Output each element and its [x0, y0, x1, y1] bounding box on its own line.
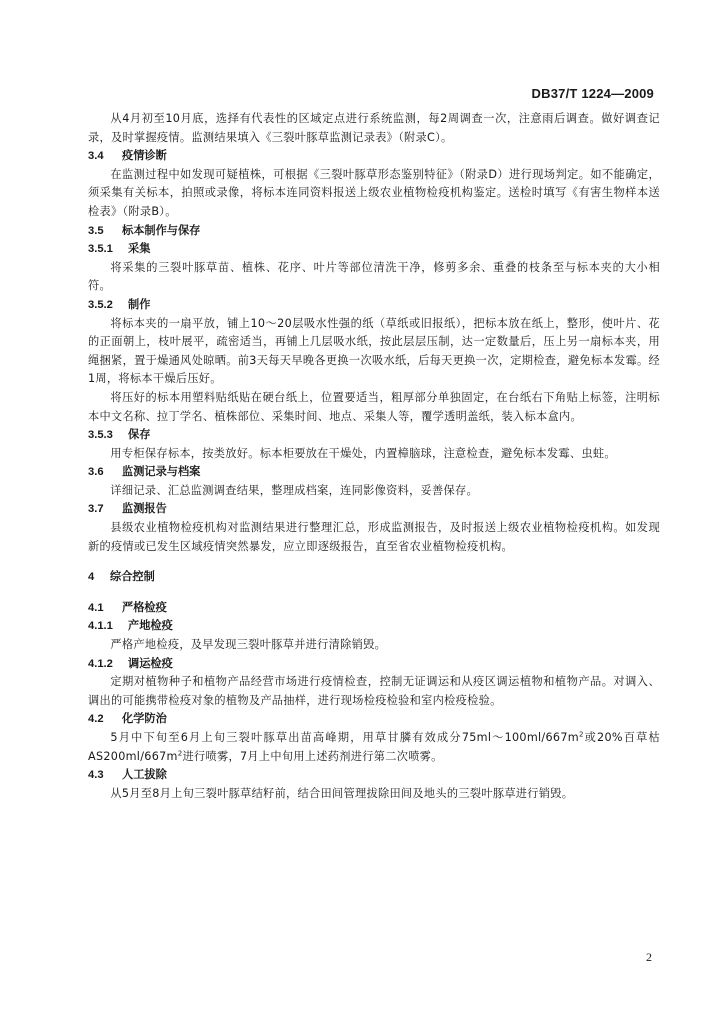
paragraph: 从4月初至10月底，选择有代表性的区域定点进行系统监测，每2周调查一次，注意雨后调查。做好调查记录，及时掌握疫情。监测结果填入《三裂叶豚草监测记录表》（附录C）。: [88, 112, 660, 144]
section-number: 3.5: [88, 224, 104, 237]
paragraph: [88, 729, 660, 766]
section-title: 人工拔除: [122, 768, 167, 782]
section-number: 3.7: [88, 503, 104, 516]
document-body: [88, 110, 660, 803]
section-title: 调运检疫: [128, 656, 173, 670]
section-title: 综合控制: [110, 570, 155, 584]
section-title: 监测记录与档案: [122, 465, 201, 479]
paragraph: 严格产地检疫，及早发现三裂叶豚草并进行清除销毁。: [110, 638, 387, 652]
section-heading: [88, 710, 660, 729]
section-heading: [88, 296, 660, 315]
paragraph: 将采集的三裂叶豚草苗、植株、花序、叶片等部位清洗干净，修剪多余、重叠的枝条至与标本夹的大小相符。: [88, 260, 660, 293]
section-number: 3.5.3: [88, 429, 113, 442]
section-heading: [88, 568, 660, 587]
section-number: 4.1: [88, 601, 104, 614]
superscript: 2: [177, 748, 183, 757]
section-number: 3.5.1: [88, 243, 113, 256]
section-number: 3.4: [88, 150, 104, 163]
section-title: 制作: [128, 297, 151, 311]
superscript: 2: [578, 730, 584, 739]
paragraph: 用专柜保存标本，按类放好。标本柜要放在干燥处，内置樟脑球，注意检查，避免标本发霉、虫蛀。: [110, 446, 616, 460]
section-heading: [88, 617, 660, 636]
section-title: 严格检疫: [122, 600, 167, 614]
text-run: 进行喷雾，7月上中旬用上述药剂进行第二次喷雾。: [182, 749, 443, 763]
section-number: 4.1.2: [88, 657, 113, 670]
section-title: 产地检疫: [128, 619, 173, 633]
section-heading: [88, 240, 660, 259]
section-number: 4.3: [88, 769, 104, 782]
section-heading: [88, 766, 660, 785]
text-run: 或20%百草枯AS200ml/667m: [88, 731, 661, 763]
text-run: 5月中下旬至6月上旬三裂叶豚草出苗高峰期，用草甘膦有效成分75ml～100ml/667m: [110, 731, 579, 744]
document-code: DB37/T 1224—2009: [531, 86, 654, 101]
section-heading: [88, 147, 660, 166]
paragraph: 将压好的标本用塑料贴纸贴在硬台纸上，位置要适当，粗厚部分单独固定，在台纸右下角贴上标签，注明标本中文名称、拉丁学名、植株部位、采集时间、地点、采集人等，覆学透明盖纸，装入标本盒内。: [88, 390, 660, 423]
paragraph: 在监测过程中如发现可疑植株，可根据《三裂叶豚草形态鉴别特征》（附录D）进行现场判定。如不能确定，须采集有关标本，拍照或录像，将标本连同资料报送上级农业植物检疫机构鉴定。送检时填写《有害生物样本送检表》（附录B）。: [88, 167, 660, 218]
paragraph: 从5月至8月上旬三裂叶豚草结籽前，结合田间管理拔除田间及地头的三裂叶豚草进行销毁。: [110, 786, 574, 800]
section-title: 疫情诊断: [122, 149, 167, 163]
paragraph: 定期对植物种子和植物产品经营市场进行疫情检查，控制无证调运和从疫区调运植物和植物产品。对调入、调出的可能携带检疫对象的植物及产品抽样，进行现场检疫检验和室内检疫检验。: [88, 675, 660, 707]
section-title: 监测报告: [122, 502, 167, 516]
section-heading: [88, 655, 660, 674]
paragraph: 县级农业植物检疫机构对监测结果进行整理汇总，形成监测报告，及时报送上级农业植物检疫机构。如发现新的疫情或已发生区域疫情突然暴发，应立即逐级报告，直至省农业植物检疫机构。: [88, 521, 660, 553]
section-heading: [88, 500, 660, 519]
section-heading: [88, 463, 660, 482]
section-heading: [88, 222, 660, 241]
section-number: 4: [88, 571, 95, 584]
paragraph: 详细记录、汇总监测调查结果，整理成档案，连同影像资料，妥善保存。: [110, 483, 478, 497]
section-heading: [88, 599, 660, 618]
section-number: 3.6: [88, 466, 104, 479]
page-number: 2: [646, 950, 652, 964]
section-title: 标本制作与保存: [122, 223, 201, 237]
section-title: 保存: [128, 428, 151, 442]
section-number: 4.1.1: [88, 620, 113, 633]
section-title: 化学防治: [122, 712, 167, 726]
paragraph: 将标本夹的一扇平放，铺上10～20层吸水性强的纸（草纸或旧报纸），把标本放在纸上，整形，使叶片、花的正面朝上，枝叶展平，疏密适当，再铺上几层吸水纸，按此层层压制，达一定数量后，压上另一扇标本夹，用绳捆紧，置于燥通风处晾晒。前3天每天早晚各更换一次吸水纸，后每天更换一次，定期检查，避免标本发霉。经1周，将标本干燥后压好。: [88, 316, 660, 386]
section-number: 3.5.2: [88, 298, 113, 311]
section-number: 4.2: [88, 713, 104, 726]
section-heading: [88, 426, 660, 445]
section-title: 采集: [128, 242, 151, 256]
